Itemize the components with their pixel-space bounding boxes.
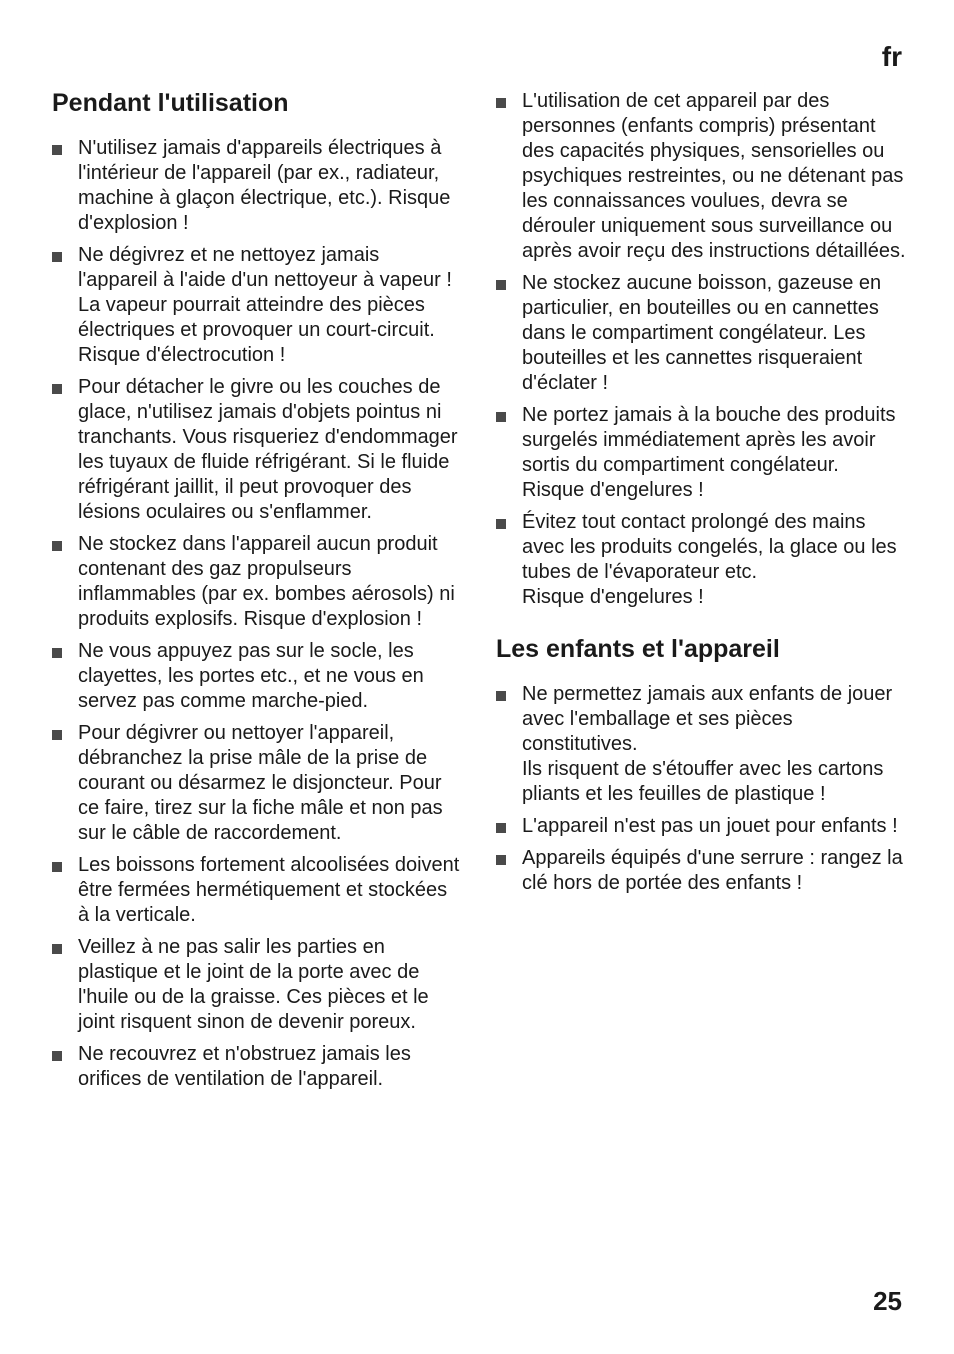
list-item: Ne portez jamais à la bouche des produits surgelés immédiatement après les avoir sortis du compartiment congélateur. Risque d'engelures ! [496,403,906,503]
square-bullet-icon [52,541,62,551]
list-item: Appareils équipés d'une serrure : rangez la clé hors de portée des enfants ! [496,846,906,896]
page-number: 25 [873,1286,902,1316]
square-bullet-icon [52,252,62,262]
square-bullet-icon [52,145,62,155]
children-list [496,682,906,896]
list-item: Pour dégivrer ou nettoyer l'appareil, débranchez la prise mâle de la prise de courant ou désarmez le disjoncteur. Pour ce faire, tirez sur la fiche mâle et non pas sur le câble de raccordement. [52,721,462,846]
square-bullet-icon [496,98,506,108]
left-column [52,88,462,1099]
language-label: fr [881,41,902,72]
section-heading-children: Les enfants et l'appareil [496,635,780,663]
square-bullet-icon [496,519,506,529]
list-item: Les boissons fortement alcoolisées doivent être fermées hermétiquement et stockées à la verticale. [52,853,462,928]
list-item: Veillez à ne pas salir les parties en plastique et le joint de la porte avec de l'huile ou de la graisse. Ces pièces et le joint risquent sinon de devenir poreux. [52,935,462,1035]
square-bullet-icon [496,855,506,865]
list-item: N'utilisez jamais d'appareils électriques à l'intérieur de l'appareil (par ex., radiateur, machine à glaçon électrique, etc.). Risque d'explosion ! [52,136,462,236]
list-item: Ne stockez aucune boisson, gazeuse en particulier, en bouteilles ou en cannettes dans le compartiment congélateur. Les bouteilles et les cannettes risqueraient d'éclater ! [496,271,906,396]
square-bullet-icon [496,280,506,290]
square-bullet-icon [496,412,506,422]
list-item: Ne recouvrez et n'obstruez jamais les orifices de ventilation de l'appareil. [52,1042,462,1092]
list-item: Ne vous appuyez pas sur le socle, les clayettes, les portes etc., et ne vous en servez pas comme marche-pied. [52,639,462,714]
square-bullet-icon [496,691,506,701]
risk-note: Ils risquent de s'étouffer avec les cartons pliants et les feuilles de plastique ! [522,758,884,805]
usage-list [52,136,462,1092]
square-bullet-icon [52,944,62,954]
square-bullet-icon [52,648,62,658]
square-bullet-icon [52,384,62,394]
section-heading-usage: Pendant l'utilisation [52,89,289,117]
list-item: Évitez tout contact prolongé des mains avec les produits congelés, la glace ou les tubes de l'évaporateur etc. Risque d'engelures ! [496,510,906,610]
square-bullet-icon [52,862,62,872]
list-item: L'appareil n'est pas un jouet pour enfants ! [496,814,906,839]
list-item: Pour détacher le givre ou les couches de glace, n'utilisez jamais d'objets pointus ni tranchants. Vous risqueriez d'endommager les tuyaux de fluide réfrigérant. Si le fluide réfrigérant jaillit, il peut provoquer des lésions oculaires ou s'enflammer. [52,375,462,525]
square-bullet-icon [52,1051,62,1061]
list-item: L'utilisation de cet appareil par des personnes (enfants compris) présentant des capacités physiques, sensorielles ou psychiques restreintes, ou ne détenant pas les connaissances voulues, devra se dérouler uniquement sous surveillance ou après avoir reçu des instructions détaillées. [496,89,906,264]
list-item: Ne dégivrez et ne nettoyez jamais l'appareil à l'aide d'un nettoyeur à vapeur ! La vapeur pourrait atteindre des pièces électriques et provoquer un court-circuit. Risque d'électrocution ! [52,243,462,368]
risk-note: Risque d'engelures ! [522,479,704,501]
square-bullet-icon [496,823,506,833]
list-item: Ne stockez dans l'appareil aucun produit contenant des gaz propulseurs inflammables (par ex. bombes aérosols) ni produits explosifs. Risque d'explosion ! [52,532,462,632]
square-bullet-icon [52,730,62,740]
safety-list [496,89,906,610]
right-column [496,89,906,903]
risk-note: Risque d'engelures ! [522,586,704,608]
list-item: Ne permettez jamais aux enfants de jouer avec l'emballage et ses pièces constitutives. Ils risquent de s'étouffer avec les cartons pliants et les feuilles de plastique ! [496,682,906,807]
